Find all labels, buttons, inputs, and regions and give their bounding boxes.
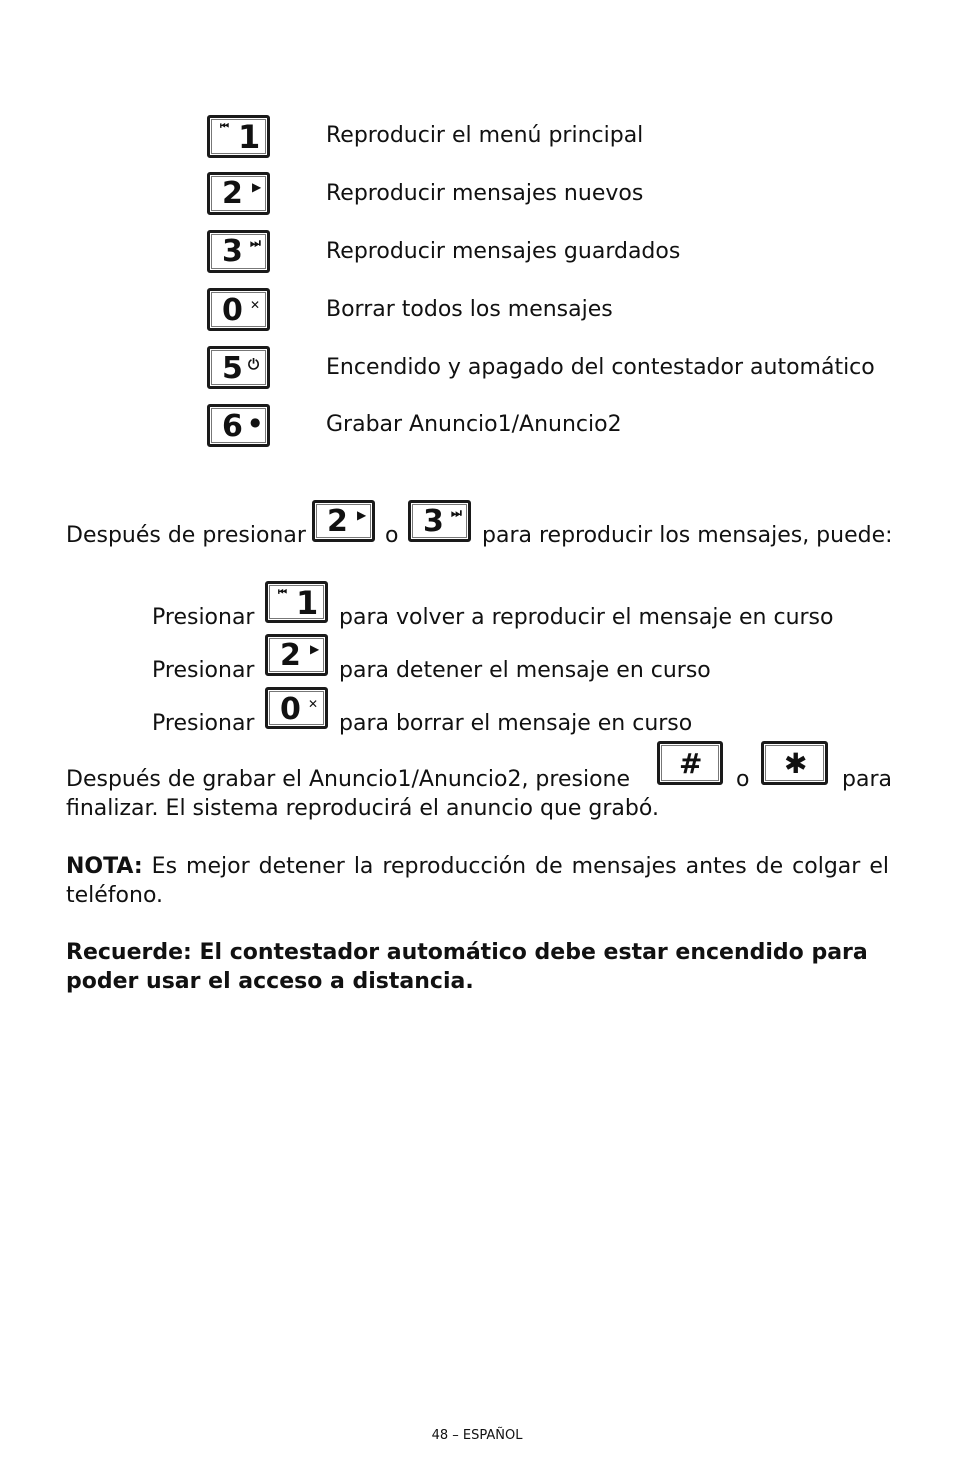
key-3-icon: 3 ⏭ xyxy=(207,230,270,273)
key-3-label: Reproducir mensajes guardados xyxy=(326,239,681,264)
remember-paragraph: Recuerde: El contestador automático debe estar encendido para poder usar el acceso a distancia. xyxy=(66,940,868,994)
record-para: para xyxy=(842,767,892,792)
note-text: Es mejor detener la reproducción de mensajes antes de colgar el teléfono. xyxy=(66,854,889,908)
delete-icon: ✕ xyxy=(250,298,261,312)
key-1-label: Reproducir el menú principal xyxy=(326,123,644,148)
delete-icon: ✕ xyxy=(308,697,319,711)
skip-forward-icon: ⏭ xyxy=(451,506,462,520)
skip-back-icon: ⏮ xyxy=(278,587,287,598)
page-footer: 48 – ESPAÑOL xyxy=(431,1428,523,1443)
inline-key-3-icon: 3 ⏭ xyxy=(408,500,471,542)
key-0-icon: 0 ✕ xyxy=(207,288,270,331)
power-icon: ⏻ xyxy=(248,357,260,373)
key-1-icon: ⏮ 1 xyxy=(207,115,270,158)
presionar-text: para borrar el mensaje en curso xyxy=(339,711,693,736)
skip-back-icon: ⏮ xyxy=(220,121,229,132)
key-5-icon: 5 ⏻ xyxy=(207,346,270,389)
key-2-icon: 2 ▶ xyxy=(207,172,270,215)
note-paragraph xyxy=(66,852,889,910)
note-label: NOTA: xyxy=(66,854,143,879)
record-before: Después de grabar el Anuncio1/Anuncio2, presione xyxy=(66,767,631,792)
record-icon: ● xyxy=(250,415,261,429)
play-icon: ▶ xyxy=(252,180,262,194)
presionar-text: para detener el mensaje en curso xyxy=(339,658,711,683)
key-6-icon: 6 ● xyxy=(207,404,270,447)
key-6-label: Grabar Anuncio1/Anuncio2 xyxy=(326,412,622,437)
presionar-word: Presionar xyxy=(152,658,255,683)
presionar-word: Presionar xyxy=(152,711,255,736)
presionar-key-0-icon: 0 ✕ xyxy=(265,687,328,729)
star-key-icon: ✱ xyxy=(761,741,828,785)
key-2-label: Reproducir mensajes nuevos xyxy=(326,181,644,206)
record-or: o xyxy=(736,767,750,792)
after-press-before: Después de presionar xyxy=(66,523,306,548)
play-icon: ▶ xyxy=(357,508,367,522)
record-line2: finalizar. El sistema reproducirá el anuncio que grabó. xyxy=(66,796,659,821)
skip-forward-icon: ⏭ xyxy=(250,236,261,250)
presionar-word: Presionar xyxy=(152,605,255,630)
presionar-text: para volver a reproducir el mensaje en curso xyxy=(339,605,834,630)
presionar-key-1-icon: ⏮ 1 xyxy=(265,581,328,623)
presionar-key-2-icon: 2 ▶ xyxy=(265,634,328,676)
after-press-after: para reproducir los mensajes, puede: xyxy=(482,523,893,548)
after-press-or: o xyxy=(385,523,399,548)
key-5-label: Encendido y apagado del contestador automático xyxy=(326,355,875,380)
key-0-label: Borrar todos los mensajes xyxy=(326,297,613,322)
hash-key-icon: # xyxy=(657,741,723,785)
inline-key-2-icon: 2 ▶ xyxy=(312,500,375,542)
play-icon: ▶ xyxy=(310,642,320,656)
